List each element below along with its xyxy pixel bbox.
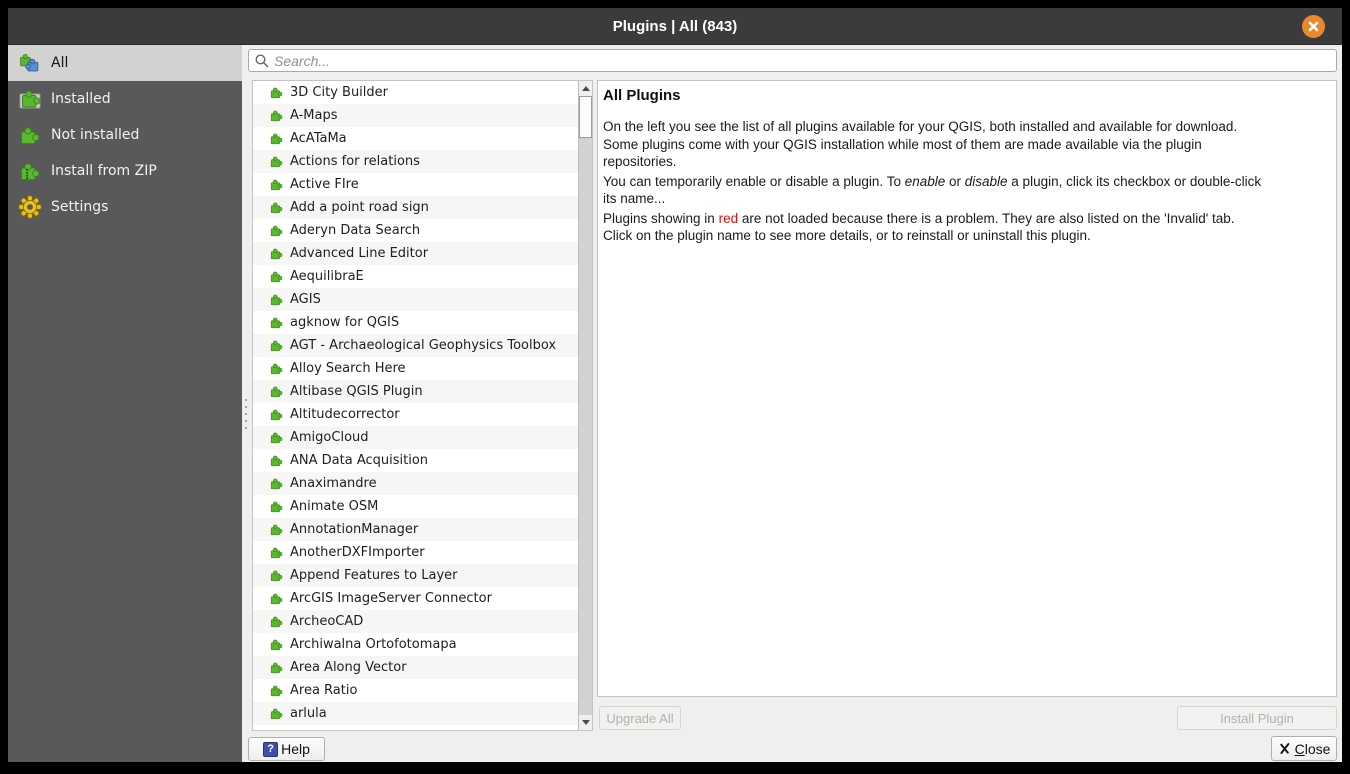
plugin-icon <box>269 315 284 330</box>
sidebar-item-label: All <box>51 55 69 71</box>
list-item[interactable] <box>253 472 578 495</box>
scroll-up-icon[interactable] <box>579 81 592 96</box>
upgrade-all-label: Upgrade All <box>606 710 674 726</box>
plugins-dialog <box>8 8 1342 762</box>
plugin-icon <box>269 108 284 123</box>
install-plugin-button[interactable] <box>1177 706 1337 730</box>
plugin-icon <box>269 591 284 606</box>
list-item[interactable] <box>253 242 578 265</box>
plugin-name: Aderyn Data Search <box>290 223 421 238</box>
plugin-name: Alloy Search Here <box>290 361 406 376</box>
plugin-name: Actions for relations <box>290 154 420 169</box>
para-overview: On the left you see the list of all plugins available for your QGIS, both installed and available for download. Some plugins come with your QGIS installation while most of them are made available via the plugin repositories. <box>603 119 1238 169</box>
list-item[interactable] <box>253 150 578 173</box>
list-item[interactable] <box>253 518 578 541</box>
plugin-name: AGT - Archaeological Geophysics Toolbox <box>290 338 557 353</box>
plugin-icon <box>269 177 284 192</box>
list-item[interactable] <box>253 449 578 472</box>
plugin-icon <box>269 131 284 146</box>
plugin-name: arlula <box>290 706 327 721</box>
plugin-name: Animate OSM <box>290 499 379 514</box>
search-box <box>248 49 1337 72</box>
window-title: Plugins | All (843) <box>612 18 738 35</box>
para-enable-disable: You can temporarily enable or disable a plugin. To enable or disable a plugin, click its checkbox or double-click its name... <box>603 173 1262 206</box>
list-item[interactable] <box>253 403 578 426</box>
plugin-name: AequilibraE <box>290 269 364 284</box>
scrollbar-thumb[interactable] <box>579 96 592 138</box>
plugin-icon <box>269 729 284 731</box>
plugin-name: agknow for QGIS <box>290 315 400 330</box>
plugin-icon <box>269 476 284 491</box>
list-item[interactable] <box>253 633 578 656</box>
plugin-name: Active FIre <box>290 177 359 192</box>
panel-title: All Plugins <box>603 87 681 104</box>
plugin-icon <box>269 499 284 514</box>
list-item[interactable] <box>253 173 578 196</box>
list-item[interactable] <box>253 288 578 311</box>
install-zip-icon <box>18 159 42 183</box>
plugin-name: ANA Data Acquisition <box>290 453 429 468</box>
sidebar-item-installed[interactable] <box>8 81 242 117</box>
plugin-name: Append Features to Layer <box>290 568 458 583</box>
plugin-name: Altibase QGIS Plugin <box>290 384 423 399</box>
all-plugins-icon <box>18 51 42 75</box>
plugin-detail-panel <box>597 80 1337 697</box>
plugin-name: Anaximandre <box>290 476 377 491</box>
plugin-name: ArcGIS ImageServer Connector <box>290 591 492 606</box>
list-item[interactable] <box>253 426 578 449</box>
search-input[interactable] <box>274 53 1336 69</box>
upgrade-all-button[interactable] <box>599 706 681 730</box>
plugin-icon <box>269 338 284 353</box>
plugin-icon <box>269 223 284 238</box>
plugin-name: Area Along Vector <box>290 660 407 675</box>
plugin-name: ArcheoCAD <box>290 614 364 629</box>
help-button[interactable] <box>248 737 325 761</box>
list-item[interactable] <box>253 679 578 702</box>
list-item[interactable] <box>253 127 578 150</box>
para-invalid: Plugins showing in red are not loaded because there is a problem. They are also listed on the 'Invalid' tab. Click on the plugin name to see more details, or to reinstall or uninstall this plugin. <box>603 210 1235 243</box>
plugin-icon <box>269 269 284 284</box>
plugin-icon <box>269 430 284 445</box>
plugin-icon <box>269 683 284 698</box>
plugin-icon <box>269 85 284 100</box>
plugin-name: AnnotationManager <box>290 522 419 537</box>
plugin-name: AcATaMa <box>290 131 347 146</box>
plugin-name: AGIS <box>290 292 321 307</box>
close-x-icon <box>1278 742 1291 755</box>
plugin-list-rows <box>253 81 578 731</box>
plugin-icon <box>269 407 284 422</box>
panel-paragraphs <box>603 118 1331 245</box>
sidebar-item-not-installed[interactable] <box>8 117 242 153</box>
search-icon <box>254 53 270 69</box>
plugin-icon <box>269 706 284 721</box>
plugin-icon <box>269 154 284 169</box>
plugin-name: A-Maps <box>290 108 338 123</box>
sidebar-splitter-handle[interactable] <box>244 394 247 434</box>
plugin-name: Advanced Line Editor <box>290 246 429 261</box>
plugin-icon <box>269 614 284 629</box>
list-item[interactable] <box>253 104 578 127</box>
sidebar-item-settings[interactable] <box>8 189 242 225</box>
plugin-icon <box>269 361 284 376</box>
list-item[interactable] <box>253 357 578 380</box>
plugin-icon <box>269 453 284 468</box>
list-item[interactable] <box>253 541 578 564</box>
sidebar-nav <box>8 45 242 762</box>
list-item-partial[interactable] <box>253 725 578 731</box>
install-plugin-label: Install Plugin <box>1220 710 1294 726</box>
not-installed-icon <box>18 123 42 147</box>
titlebar[interactable] <box>8 8 1342 45</box>
plugin-icon <box>269 384 284 399</box>
help-icon: ? <box>263 742 278 757</box>
settings-icon <box>18 195 42 219</box>
plugin-icon <box>269 522 284 537</box>
plugin-name: Archiwalna Ortofotomapa <box>290 637 457 652</box>
plugin-icon <box>269 660 284 675</box>
plugin-list-scrollbar[interactable] <box>578 81 592 730</box>
plugin-icon <box>269 545 284 560</box>
list-item[interactable] <box>253 265 578 288</box>
close-button[interactable] <box>1271 736 1337 761</box>
plugin-name: AnotherDXFImporter <box>290 545 425 560</box>
list-item[interactable] <box>253 219 578 242</box>
sidebar-item-label: Not installed <box>51 127 140 143</box>
plugin-name: 3D City Builder <box>290 85 389 100</box>
plugin-name: Area Ratio <box>290 683 358 698</box>
plugin-name: Add a point road sign <box>290 200 429 215</box>
list-item[interactable] <box>253 587 578 610</box>
list-item[interactable] <box>253 311 578 334</box>
plugin-list <box>252 80 593 731</box>
plugin-name: AmigoCloud <box>290 430 369 445</box>
list-item[interactable] <box>253 656 578 679</box>
list-item[interactable] <box>253 380 578 403</box>
close-label: Close <box>1294 740 1331 757</box>
list-item[interactable] <box>253 495 578 518</box>
plugin-icon <box>269 246 284 261</box>
sidebar-item-label: Install from ZIP <box>51 163 157 179</box>
close-icon <box>1308 17 1319 36</box>
list-item[interactable] <box>253 81 578 104</box>
plugin-name: Altitudecorrector <box>290 407 400 422</box>
plugin-icon <box>269 292 284 307</box>
plugin-icon <box>269 200 284 215</box>
window-close-button[interactable] <box>1302 15 1325 38</box>
list-item[interactable] <box>253 334 578 357</box>
sidebar-item-label: Installed <box>51 91 111 107</box>
list-item[interactable] <box>253 610 578 633</box>
sidebar-item-label: Settings <box>51 199 109 215</box>
list-item[interactable] <box>253 702 578 725</box>
sidebar-item-install-from-zip[interactable] <box>8 153 242 189</box>
scroll-down-icon[interactable] <box>579 715 592 730</box>
sidebar-item-all[interactable] <box>8 45 242 81</box>
list-item[interactable] <box>253 564 578 587</box>
installed-icon <box>18 87 42 111</box>
list-item[interactable] <box>253 196 578 219</box>
plugin-icon <box>269 637 284 652</box>
help-label: Help <box>281 741 310 757</box>
plugin-icon <box>269 568 284 583</box>
